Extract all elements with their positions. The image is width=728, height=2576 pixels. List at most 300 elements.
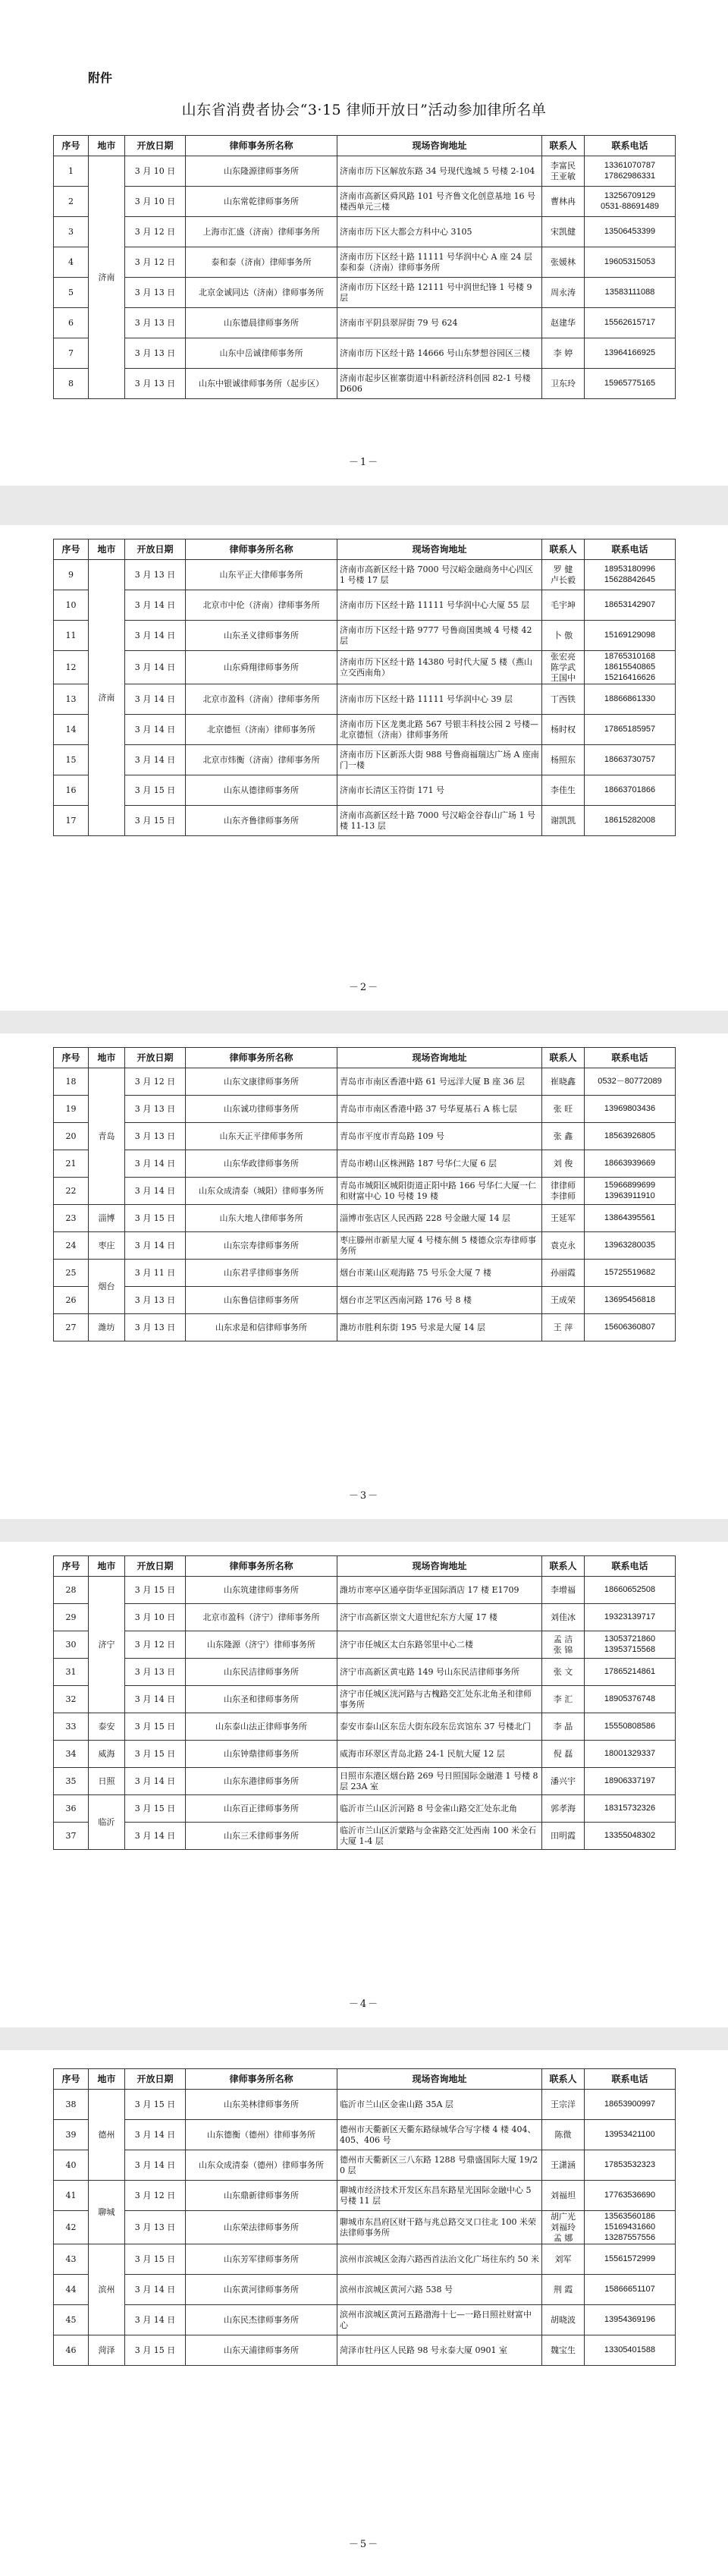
contact-name: 张 锦 [553,1644,573,1655]
firm-name: 北京金诚同达（济南）律师事务所 [186,278,337,308]
phone-number: 15628842645 [604,574,656,584]
contact-name: 胡晓波 [551,2314,576,2325]
page-4 [0,1542,728,2027]
header-phone: 联系电话 [585,539,676,560]
table-header [54,1556,676,1577]
contact-person [542,1068,585,1096]
contact-name: 刘军 [554,2254,572,2264]
table-row [54,1741,676,1768]
contact-person [542,806,585,836]
city-cell: 菏泽 [89,2335,125,2366]
open-date: 3 月 12 日 [125,217,186,247]
contact-phone [585,1287,676,1314]
city-cell: 枣庄 [89,1232,125,1260]
consult-address: 济南市长清区玉符街 171 号 [337,775,542,806]
phone-number: 18663730757 [604,754,656,764]
phone-number: 17865185957 [604,724,656,734]
phone-number: 15216416626 [604,672,656,682]
open-date: 3 月 13 日 [125,278,186,308]
consult-address: 临沂市兰山区沂蒙路与金雀路交汇处西南 100 米金石大厦 1-4 层 [337,1823,542,1850]
consult-address: 烟台市芝罘区西南河路 176 号 8 楼 [337,1287,542,1314]
firm-name: 山东求是和信律师事务所 [186,1314,337,1341]
contact-person [542,1795,585,1823]
open-date: 3 月 13 日 [125,2211,186,2244]
row-number: 24 [54,1232,89,1260]
row-number: 28 [54,1577,89,1604]
consult-address: 枣庄滕州市新星大厦 4 号楼东侧 5 楼德众宗寿律师事务所 [337,1232,542,1260]
header-firm: 律师事务所名称 [186,539,337,560]
firm-name: 山东鲁信律师事务所 [186,1287,337,1314]
firm-name: 山东黄河律师事务所 [186,2275,337,2305]
table-row [54,1178,676,1205]
consult-address: 临沂市兰山区沂河路 8 号金雀山路交汇处东北角 [337,1795,542,1823]
contact-phone [585,1314,676,1341]
contact-person [542,1659,585,1686]
header-address: 现场咨询地址 [337,2069,542,2090]
phone-number: 18615282008 [604,815,656,825]
row-number: 37 [54,1823,89,1850]
contact-phone [585,1123,676,1150]
firm-name: 上海市汇盛（济南）律师事务所 [186,217,337,247]
contact-phone [585,1232,676,1260]
contact-person [542,308,585,338]
phone-number: 13953715568 [604,1644,656,1654]
row-number: 20 [54,1123,89,1150]
phone-number: 18315732326 [604,1803,656,1813]
firm-name: 山东众成清泰（德州）律师事务所 [186,2150,337,2181]
phone-number: 13963911910 [604,1190,655,1200]
roster-table-1 [53,135,676,399]
row-number: 43 [54,2244,89,2275]
contact-person [542,1314,585,1341]
table-row [54,2181,676,2211]
row-number: 11 [54,621,89,651]
contact-name: 周永涛 [551,287,576,297]
consult-address: 济南市历下区经十路 14380 号时代大厦 5 楼（燕山立交西南角） [337,651,542,684]
table-row [54,1631,676,1659]
open-date: 3 月 14 日 [125,590,186,621]
contact-phone [585,1631,676,1659]
firm-name: 山东隆源（济宁）律师事务所 [186,1631,337,1659]
contact-phone [585,308,676,338]
open-date: 3 月 12 日 [125,247,186,278]
contact-person [542,338,585,369]
row-number: 45 [54,2305,89,2335]
firm-name: 山东隆源律师事务所 [186,156,337,187]
firm-name: 山东民洁律师事务所 [186,1659,337,1686]
header-no: 序号 [54,136,89,156]
header-firm: 律师事务所名称 [186,136,337,156]
contact-person [542,1768,585,1795]
page-1 [0,0,728,486]
table-row [54,651,676,684]
table-row [54,775,676,806]
consult-address: 济南市平阴县翠屏街 79 号 624 [337,308,542,338]
contact-name: 刘福坦 [551,2190,576,2200]
phone-number: 13287557556 [604,2232,656,2242]
city-cell: 日照 [89,1768,125,1795]
contact-name: 郭孝海 [551,1803,576,1813]
row-number: 9 [54,560,89,590]
consult-address: 济南市历下区经十路 12111 号中润世纪锋 1 号楼 9 层 [337,278,542,308]
consult-address: 青岛市平度市青岛路 109 号 [337,1123,542,1150]
table-row [54,1232,676,1260]
consult-address: 青岛市市南区香港中路 37 号华夏基石 A 栋七层 [337,1096,542,1123]
contact-person [542,187,585,217]
phone-number: 13361070787 [604,160,656,170]
consult-address: 德州市天衢新区三八东路 1288 号鼎盛国际大厦 19/20 层 [337,2150,542,2181]
table-row [54,1150,676,1178]
open-date: 3 月 10 日 [125,1604,186,1631]
phone-number: 13506453399 [604,226,656,236]
contact-name: 张 旺 [553,1103,573,1114]
contact-name: 谢凯凯 [551,815,576,826]
phone-number: 18563926805 [604,1131,656,1140]
header-no: 序号 [54,1556,89,1577]
consult-address: 临沂市兰山区金雀山路 35A 层 [337,2090,542,2120]
contact-name: 王宗洋 [551,2099,576,2109]
contact-name: 王延军 [551,1213,576,1223]
table-row [54,1768,676,1795]
roster-table-3 [53,1047,676,1341]
contact-phone [585,1178,676,1205]
row-number: 2 [54,187,89,217]
contact-phone [585,1795,676,1823]
city-cell: 威海 [89,1741,125,1768]
table-row [54,338,676,369]
header-city: 地市 [89,1556,125,1577]
table-row [54,560,676,590]
contact-name: 杨照东 [551,754,576,765]
row-number: 23 [54,1205,89,1232]
table-row [54,1205,676,1232]
table-row [54,1604,676,1631]
open-date: 3 月 15 日 [125,2335,186,2366]
table-row [54,1287,676,1314]
open-date: 3 月 15 日 [125,806,186,836]
firm-name: 山东百正律师事务所 [186,1795,337,1823]
contact-name: 李富民 [551,160,576,171]
table-row [54,2275,676,2305]
table-row [54,2211,676,2244]
contact-person [542,156,585,187]
row-number: 27 [54,1314,89,1341]
contact-name: 李 晶 [553,1721,573,1731]
contact-phone [585,247,676,278]
open-date: 3 月 13 日 [125,338,186,369]
phone-number: 13305401588 [604,2345,656,2354]
table-row [54,684,676,715]
firm-name: 山东君孚律师事务所 [186,1260,337,1287]
phone-number: 13954369196 [604,2314,656,2324]
header-firm: 律师事务所名称 [186,1556,337,1577]
open-date: 3 月 15 日 [125,1577,186,1604]
firm-name: 山东从德律师事务所 [186,775,337,806]
contact-person [542,1631,585,1659]
phone-number: 15966899699 [604,1180,656,1190]
contact-person [542,2090,585,2120]
phone-number: 17865214861 [604,1666,656,1676]
consult-address: 济南市起步区崔寨街道中科新经济科创园 82-1 号楼 D606 [337,369,542,399]
contact-person [542,1823,585,1850]
phone-number: 13695456818 [604,1294,656,1304]
row-number: 8 [54,369,89,399]
contact-person [542,560,585,590]
city-cell: 烟台 [89,1260,125,1314]
firm-name: 山东德晨律师事务所 [186,308,337,338]
firm-name: 泰和泰（济南）律师事务所 [186,247,337,278]
contact-name: 荆 霞 [553,2284,573,2294]
firm-name: 山东天正平律师事务所 [186,1123,337,1150]
consult-address: 济宁市高新区崇文大道世纪东方大厦 17 楼 [337,1604,542,1631]
table-row [54,1823,676,1850]
contact-name: 刘福玲 [551,2222,576,2232]
contact-phone [585,1577,676,1604]
firm-name: 北京市中伦（济南）律师事务所 [186,590,337,621]
row-number: 7 [54,338,89,369]
contact-name: 胡广光 [551,2212,576,2222]
roster-table-5 [53,2068,676,2366]
firm-name: 山东华政律师事务所 [186,1150,337,1178]
consult-address: 青岛市市南区香港中路 61 号远洋大厦 B 座 36 层 [337,1068,542,1096]
row-number: 15 [54,745,89,775]
table-header [54,136,676,156]
contact-name: 陈学武 [551,662,576,672]
header-firm: 律师事务所名称 [186,2069,337,2090]
table-row [54,1260,676,1287]
header-contact: 联系人 [542,2069,585,2090]
contact-name: 李佳生 [551,785,576,795]
open-date: 3 月 15 日 [125,1795,186,1823]
open-date: 3 月 14 日 [125,2120,186,2150]
contact-name: 李律师 [551,1190,576,1201]
firm-name: 山东天浦律师事务所 [186,2335,337,2366]
page-number: －5－ [348,2539,380,2550]
phone-number: 15725519682 [604,1267,656,1277]
table-row [54,1713,676,1741]
contact-person [542,2181,585,2211]
phone-number: 18953180996 [604,564,656,574]
contact-person [542,745,585,775]
contact-name: 张宏亮 [551,652,576,662]
contact-name: 张 鑫 [553,1131,573,1141]
consult-address: 菏泽市牡丹区人民路 98 号永泰大厦 0901 室 [337,2335,542,2366]
contact-person [542,2120,585,2150]
table-row [54,278,676,308]
row-number: 32 [54,1686,89,1713]
table-row [54,1123,676,1150]
contact-phone [585,187,676,217]
consult-address: 济南市历下区经十路 9777 号鲁商国奥城 4 号楼 42 层 [337,621,542,651]
consult-address: 济南市历下区经十路 11111 号华润中心大厦 55 层 [337,590,542,621]
contact-name: 宋凯健 [551,226,576,237]
contact-name: 杨时权 [551,724,576,734]
contact-person [542,2150,585,2181]
header-no: 序号 [54,539,89,560]
consult-address: 济南市历下区龙奥北路 567 号银丰科技公园 2 号楼—北京德恒（济南）律师事务所 [337,715,542,745]
phone-number: 13963280035 [604,1240,656,1250]
phone-number: 19323139717 [604,1612,656,1621]
row-number: 21 [54,1150,89,1178]
open-date: 3 月 14 日 [125,2150,186,2181]
contact-person [542,1232,585,1260]
consult-address: 日照市东港区烟台路 269 号日照国际金融港 1 号楼 8 层 23A 室 [337,1768,542,1795]
firm-name: 山东鼎新律师事务所 [186,2181,337,2211]
contact-name: 王 萍 [553,1322,573,1332]
contact-person [542,775,585,806]
open-date: 3 月 11 日 [125,1260,186,1287]
firm-name: 山东平正大律师事务所 [186,560,337,590]
consult-address: 滨州市滨城区金海六路西首法治文化广场往东约 50 米 [337,2244,542,2275]
firm-name: 山东大地人律师事务所 [186,1205,337,1232]
header-phone: 联系电话 [585,1048,676,1068]
open-date: 3 月 15 日 [125,775,186,806]
open-date: 3 月 14 日 [125,1232,186,1260]
table-header [54,1048,676,1068]
contact-phone [585,1150,676,1178]
row-number: 4 [54,247,89,278]
firm-name: 山东中银诚律师事务所（起步区） [186,369,337,399]
open-date: 3 月 14 日 [125,1823,186,1850]
phone-number: 18653900997 [604,2099,656,2109]
contact-person [542,2305,585,2335]
contact-phone [585,745,676,775]
open-date: 3 月 14 日 [125,1150,186,1178]
phone-number: 18653142907 [604,599,656,609]
row-number: 1 [54,156,89,187]
contact-person [542,278,585,308]
contact-phone [585,2090,676,2120]
contact-person [542,1604,585,1631]
header-contact: 联系人 [542,539,585,560]
phone-number: 18906337197 [604,1776,656,1785]
row-number: 6 [54,308,89,338]
contact-phone [585,684,676,715]
header-address: 现场咨询地址 [337,136,542,156]
table-row [54,2305,676,2335]
row-number: 22 [54,1178,89,1205]
header-city: 地市 [89,1048,125,1068]
contact-name: 卫东玲 [551,378,576,388]
firm-name: 山东德衡（德州）律师事务所 [186,2120,337,2150]
firm-name: 山东美林律师事务所 [186,2090,337,2120]
open-date: 3 月 13 日 [125,1659,186,1686]
row-number: 46 [54,2335,89,2366]
open-date: 3 月 15 日 [125,1713,186,1741]
contact-person [542,1150,585,1178]
city-cell: 潍坊 [89,1314,125,1341]
table-row [54,1068,676,1096]
contact-phone [585,1823,676,1850]
row-number: 17 [54,806,89,836]
row-number: 44 [54,2275,89,2305]
contact-phone [585,1260,676,1287]
header-phone: 联系电话 [585,136,676,156]
row-number: 40 [54,2150,89,2181]
open-date: 3 月 14 日 [125,684,186,715]
contact-person [542,2335,585,2366]
table-row [54,369,676,399]
open-date: 3 月 14 日 [125,2275,186,2305]
contact-person [542,715,585,745]
annex-label: 附件 [88,71,113,85]
phone-number: 18866861330 [604,694,656,703]
consult-address: 淄博市张店区人民西路 228 号金融大厦 14 层 [337,1205,542,1232]
header-no: 序号 [54,1048,89,1068]
open-date: 3 月 15 日 [125,1205,186,1232]
consult-address: 泰安市泰山区东岳大街东段东岳宾馆东 37 号楼北门 [337,1713,542,1741]
consult-address: 济南市历下区新泺大街 988 号鲁商福瑞达广场 A 座南门一楼 [337,745,542,775]
open-date: 3 月 10 日 [125,156,186,187]
consult-address: 青岛市崂山区株洲路 187 号华仁大厦 6 层 [337,1150,542,1178]
header-address: 现场咨询地址 [337,1556,542,1577]
row-number: 41 [54,2181,89,2211]
contact-phone [585,1205,676,1232]
header-contact: 联系人 [542,136,585,156]
table-row [54,2090,676,2120]
row-number: 35 [54,1768,89,1795]
open-date: 3 月 14 日 [125,1686,186,1713]
row-number: 34 [54,1741,89,1768]
consult-address: 济南市历下区大都会方科中心 3105 [337,217,542,247]
firm-name: 山东三禾律师事务所 [186,1823,337,1850]
page-2 [0,525,728,1011]
phone-number: 13053721860 [604,1634,656,1643]
firm-name: 山东筑建律师事务所 [186,1577,337,1604]
contact-name: 刘佳冰 [551,1612,576,1622]
open-date: 3 月 14 日 [125,745,186,775]
row-number: 5 [54,278,89,308]
contact-name: 王潇涵 [551,2159,576,2170]
consult-address: 济宁市任城区太白东路邻里中心二楼 [337,1631,542,1659]
open-date: 3 月 13 日 [125,560,186,590]
header-phone: 联系电话 [585,2069,676,2090]
consult-address: 济宁市任城区洸河路与古槐路交汇处东北角圣和律师事务所 [337,1686,542,1713]
open-date: 3 月 14 日 [125,621,186,651]
contact-phone [585,1686,676,1713]
header-city: 地市 [89,136,125,156]
city-cell: 临沂 [89,1795,125,1850]
contact-name: 魏宝生 [551,2345,576,2355]
open-date: 3 月 13 日 [125,1287,186,1314]
header-date: 开放日期 [125,1556,186,1577]
contact-name: 王亚敏 [551,171,576,181]
consult-address: 济南市历下区经十路 11111 号华润中心 A 座 24 层泰和泰（济南）律师事务所 [337,247,542,278]
firm-name: 山东齐鲁律师事务所 [186,806,337,836]
firm-name: 山东文康律师事务所 [186,1068,337,1096]
contact-person [542,1287,585,1314]
contact-name: 孟 洁 [553,1634,573,1644]
city-cell: 聊城 [89,2181,125,2244]
phone-number: 17853532323 [604,2159,656,2169]
phone-number: 18765310168 [604,652,656,661]
header-phone: 联系电话 [585,1556,676,1577]
contact-person [542,1123,585,1150]
contact-name: 卢长毅 [551,574,576,585]
table-row [54,621,676,651]
contact-name: 袁克永 [551,1240,576,1250]
page-number: －3－ [348,1490,380,1502]
page-number: －4－ [348,1999,380,2010]
phone-number: 17862986331 [604,171,656,181]
consult-address: 济南市历下区经十路 14666 号山东梦想谷园区三楼 [337,338,542,369]
contact-phone [585,2211,676,2244]
contact-name: 李 汇 [553,1694,573,1704]
contact-name: 刘 俊 [553,1158,573,1168]
consult-address: 滨州市滨城区黄河五路渤海十七—一路日照社财富中心 [337,2305,542,2335]
table-row [54,806,676,836]
city-cell: 德州 [89,2090,125,2181]
